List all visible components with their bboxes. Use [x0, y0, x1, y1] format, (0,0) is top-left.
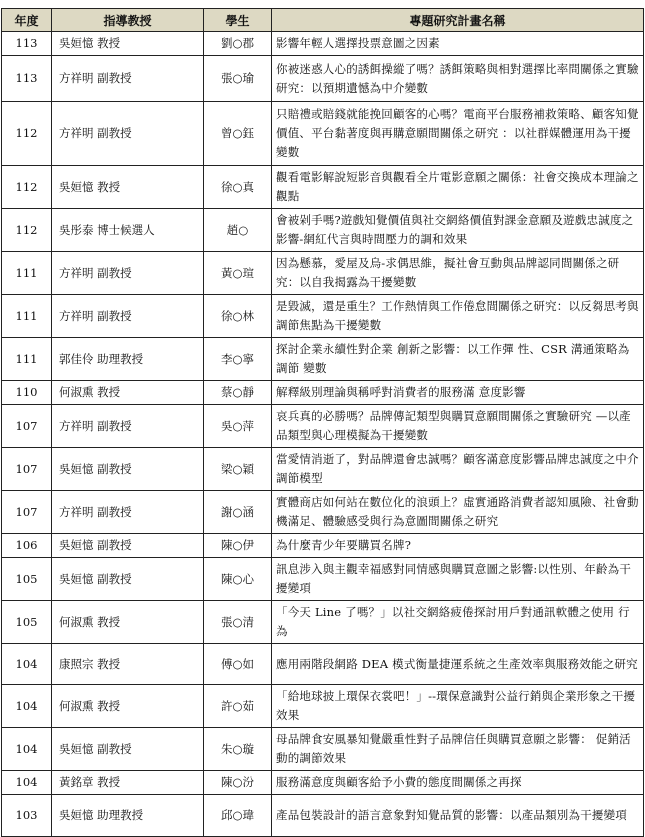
cell-year: 104 — [2, 728, 52, 771]
table-row — [2, 381, 644, 405]
cell-title: 是毀滅，還是重生？工作熱情與工作倦怠間關係之研究：以反芻思考與調節焦點為干擾變數 — [272, 295, 644, 338]
cell-student: 邱○瑋 — [204, 795, 272, 837]
cell-advisor: 方祥明 副教授 — [52, 252, 204, 295]
table-row — [2, 534, 644, 558]
cell-student: 劉○郡 — [204, 32, 272, 56]
cell-student: 許○茹 — [204, 685, 272, 728]
header-year: 年度 — [2, 9, 52, 32]
cell-title: 「給地球披上環保衣裳吧！」--環保意識對公益行銷與企業形象之干擾效果 — [272, 685, 644, 728]
cell-advisor: 方祥明 副教授 — [52, 491, 204, 534]
research-projects-table-container — [0, 8, 645, 837]
cell-title: 你被迷惑人心的誘餌操縱了嗎？誘餌策略與相對選擇比率問關係之實驗研究：以預期遺憾為中介變數 — [272, 56, 644, 102]
cell-year: 107 — [2, 491, 52, 534]
cell-year: 107 — [2, 448, 52, 491]
cell-year: 104 — [2, 685, 52, 728]
cell-year: 110 — [2, 381, 52, 405]
cell-advisor: 吳彤泰 博士候選人 — [52, 209, 204, 252]
cell-advisor: 吳姮憶 副教授 — [52, 448, 204, 491]
cell-title: 產品包裝設計的語言意象對知覺品質的影響：以產品類別為干擾變項 — [272, 795, 644, 837]
cell-title: 探討企業永續性對企業 創新之影響：以工作彈 性、CSR 溝通策略為調節 變數 — [272, 338, 644, 381]
cell-title: 服務滿意度與顧客給予小費的態度間關係之再探 — [272, 771, 644, 795]
table-row — [2, 32, 644, 56]
table-row — [2, 295, 644, 338]
table-row — [2, 644, 644, 685]
header-title: 專題研究計畫名稱 — [272, 9, 644, 32]
header-student: 學生 — [204, 9, 272, 32]
table-row — [2, 56, 644, 102]
table-row — [2, 728, 644, 771]
cell-year: 111 — [2, 338, 52, 381]
cell-student: 謝○涵 — [204, 491, 272, 534]
cell-student: 蔡○靜 — [204, 381, 272, 405]
cell-title: 母品牌食安風暴知覺嚴重性對子品牌信任與購買意願之影響： 促銷活動的調節效果 — [272, 728, 644, 771]
table-row — [2, 448, 644, 491]
cell-title: 觀看電影解說短影音與觀看全片電影意願之關係：社會交換成本理論之觀點 — [272, 166, 644, 209]
cell-advisor: 吳姮憶 助理教授 — [52, 795, 204, 837]
cell-title: 應用兩階段網路 DEA 模式衡量捷運系統之生產效率與服務效能之研究 — [272, 644, 644, 685]
cell-title: 只賠禮或賠錢就能挽回顧客的心嗎？電商平台服務補救策略、顧客知覺價值、平台黏著度與再購意願間關係之研究 ：以社群媒體運用為干擾變數 — [272, 102, 644, 166]
cell-advisor: 何淑熏 教授 — [52, 685, 204, 728]
cell-advisor: 方祥明 副教授 — [52, 295, 204, 338]
cell-year: 107 — [2, 405, 52, 448]
cell-title: 因為懸慕，愛屋及烏-求偶思維，擬社會互動與品牌認同間關係之研究：以自我揭露為干擾變數 — [272, 252, 644, 295]
cell-advisor: 吳姮憶 教授 — [52, 32, 204, 56]
table-row — [2, 209, 644, 252]
cell-year: 104 — [2, 771, 52, 795]
cell-advisor: 吳姮憶 副教授 — [52, 534, 204, 558]
cell-title: 會被剁手嗎?遊戲知覺價值與社交網絡價值對課金意願及遊戲忠誠度之影響-網紅代言與時間壓力的調和效果 — [272, 209, 644, 252]
cell-student: 朱○璇 — [204, 728, 272, 771]
cell-student: 陳○心 — [204, 558, 272, 601]
cell-student: 曾○鈺 — [204, 102, 272, 166]
table-row — [2, 338, 644, 381]
cell-year: 104 — [2, 644, 52, 685]
cell-student: 黃○瑄 — [204, 252, 272, 295]
cell-year: 105 — [2, 601, 52, 644]
table-row — [2, 685, 644, 728]
cell-advisor: 何淑熏 教授 — [52, 381, 204, 405]
cell-student: 張○清 — [204, 601, 272, 644]
cell-advisor: 何淑熏 教授 — [52, 601, 204, 644]
cell-student: 李○寧 — [204, 338, 272, 381]
table-header-row — [2, 9, 644, 32]
table-row — [2, 491, 644, 534]
cell-student: 陳○汾 — [204, 771, 272, 795]
table-body — [2, 32, 644, 837]
cell-advisor: 方祥明 副教授 — [52, 56, 204, 102]
table-row — [2, 405, 644, 448]
cell-advisor: 吳姮憶 教授 — [52, 166, 204, 209]
table-row — [2, 252, 644, 295]
cell-year: 113 — [2, 32, 52, 56]
cell-advisor: 黃銘章 教授 — [52, 771, 204, 795]
cell-title: 實體商店如何站在數位化的浪頭上？虛實通路消費者認知風險、社會動機滿足、體驗感受與行為意圖間關係之研究 — [272, 491, 644, 534]
cell-student: 梁○穎 — [204, 448, 272, 491]
cell-title: 解釋級別理論與稱呼對消費者的服務滿 意度影響 — [272, 381, 644, 405]
cell-year: 103 — [2, 795, 52, 837]
cell-advisor: 方祥明 副教授 — [52, 102, 204, 166]
cell-title: 當愛情消逝了，對品牌還會忠誠嗎？顧客滿意度影響品牌忠誠度之中介調節模型 — [272, 448, 644, 491]
cell-year: 106 — [2, 534, 52, 558]
table-row — [2, 795, 644, 837]
cell-advisor: 郭佳伶 助理教授 — [52, 338, 204, 381]
cell-title: 為什麼青少年要購買名牌? — [272, 534, 644, 558]
cell-year: 111 — [2, 252, 52, 295]
research-projects-table — [1, 8, 644, 837]
cell-title: 影響年輕人選擇投票意圖之因素 — [272, 32, 644, 56]
cell-year: 112 — [2, 209, 52, 252]
cell-year: 105 — [2, 558, 52, 601]
cell-student: 陳○伊 — [204, 534, 272, 558]
table-row — [2, 166, 644, 209]
cell-advisor: 吳姮憶 副教授 — [52, 558, 204, 601]
cell-title: 哀兵真的必勝嗎？品牌傳記類型與購買意願間關係之實驗研究 —以產品類型與心理模擬為干擾變數 — [272, 405, 644, 448]
cell-year: 111 — [2, 295, 52, 338]
cell-student: 吳○萍 — [204, 405, 272, 448]
cell-student: 張○瑜 — [204, 56, 272, 102]
cell-title: 「今天 Line 了嗎？」以社交網絡疲倦探討用戶對通訊軟體之使用 行為 — [272, 601, 644, 644]
cell-year: 112 — [2, 166, 52, 209]
cell-title: 訊息涉入與主觀幸福感對同情感與購買意圖之影響:以性別、年齡為干擾變項 — [272, 558, 644, 601]
cell-student: 傅○如 — [204, 644, 272, 685]
table-row — [2, 601, 644, 644]
table-row — [2, 102, 644, 166]
cell-advisor: 方祥明 副教授 — [52, 405, 204, 448]
cell-year: 112 — [2, 102, 52, 166]
cell-student: 趙○ — [204, 209, 272, 252]
header-advisor: 指導教授 — [52, 9, 204, 32]
table-row — [2, 558, 644, 601]
table-row — [2, 771, 644, 795]
cell-student: 徐○林 — [204, 295, 272, 338]
cell-advisor: 康照宗 教授 — [52, 644, 204, 685]
cell-advisor: 吳姮憶 副教授 — [52, 728, 204, 771]
cell-year: 113 — [2, 56, 52, 102]
cell-student: 徐○真 — [204, 166, 272, 209]
